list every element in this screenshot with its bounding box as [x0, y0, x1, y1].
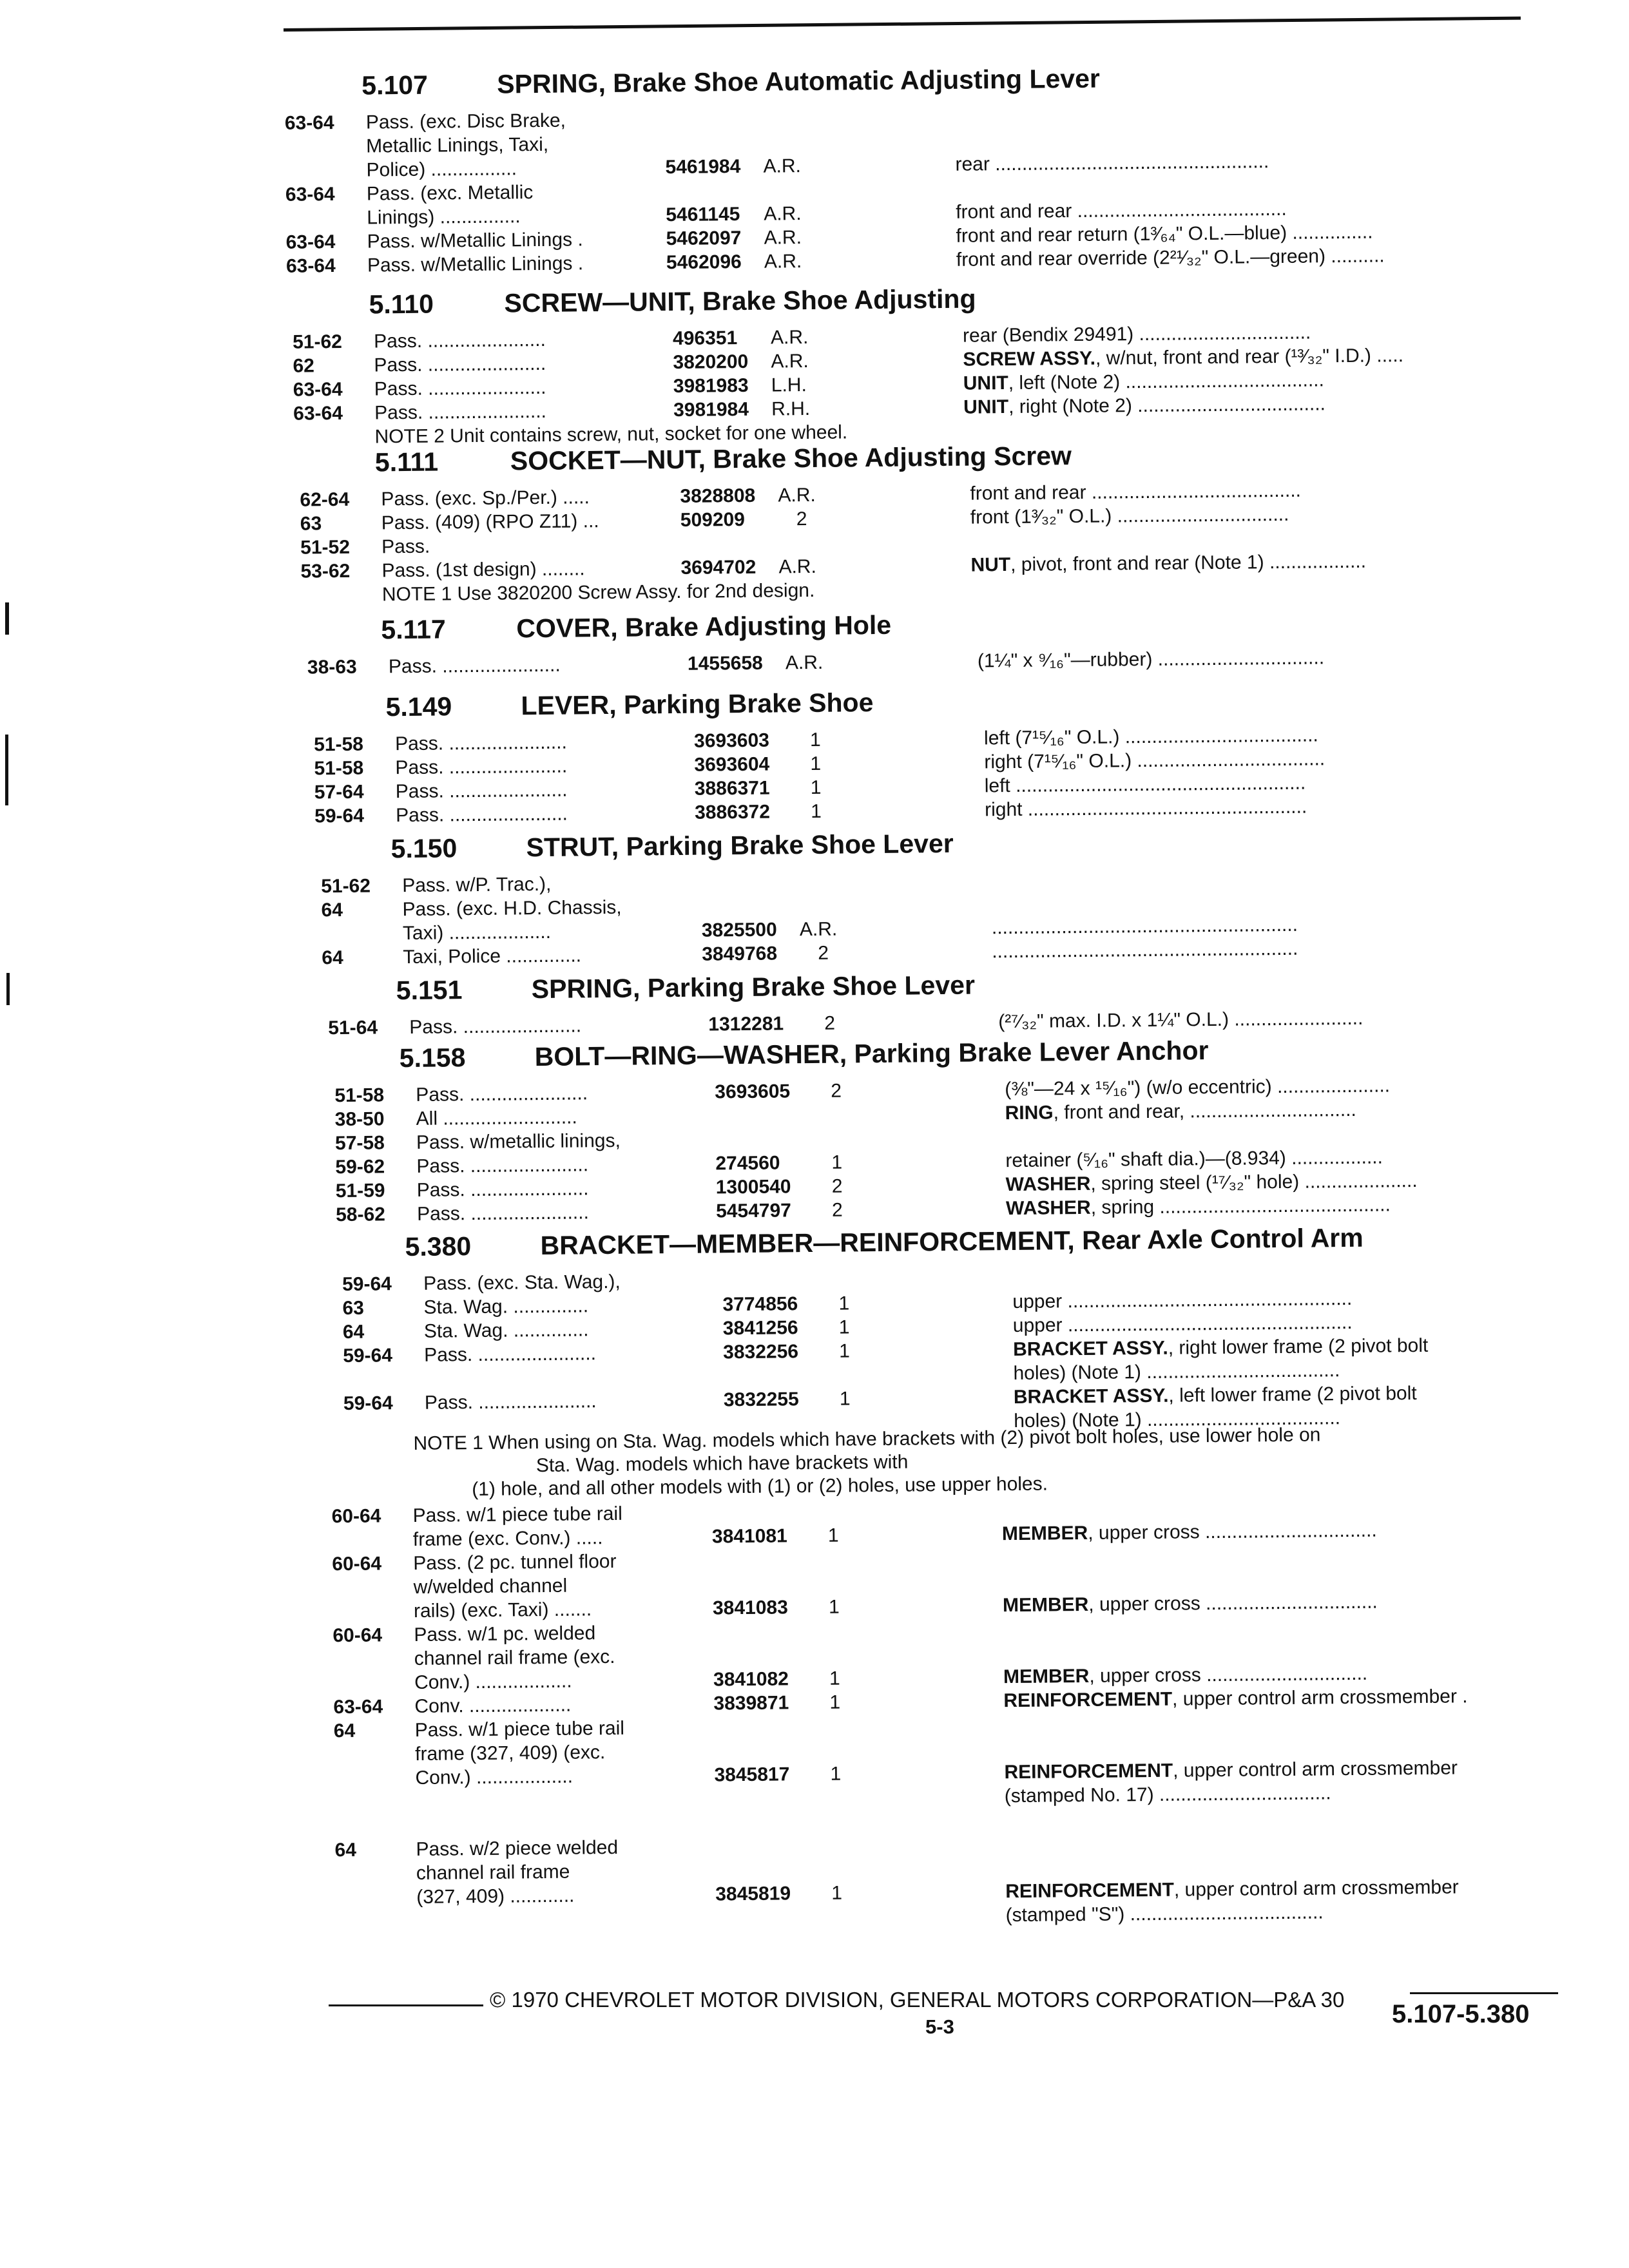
description-text: , right (Note 2) ................................... — [1008, 393, 1326, 418]
quantity: 1 — [831, 1151, 843, 1173]
application: Pass. (exc. Metallic — [366, 182, 534, 205]
part-description — [963, 345, 1403, 371]
section-note: NOTE 2 Unit contains screw, nut, socket for one wheel. — [374, 421, 848, 448]
part-number: 5462097 — [666, 227, 742, 250]
application: Pass. w/P. Trac.), — [402, 873, 552, 897]
quantity: A.R. — [763, 155, 802, 177]
part-number: 3841081 — [711, 1525, 787, 1548]
application: Taxi) ................... — [402, 921, 552, 945]
description-text: , upper cross ................................ — [1088, 1591, 1378, 1615]
part-description — [984, 724, 1318, 749]
year-range: 57-64 — [314, 781, 364, 803]
section-title — [396, 970, 976, 1006]
part-description — [956, 222, 1373, 247]
application: Pass. w/1 piece tube rail — [412, 1503, 622, 1526]
part-number: 3981983 — [673, 374, 749, 397]
description-text: front (1³⁄₃₂" O.L.) ................................ — [970, 503, 1289, 528]
application: Pass. ...................... — [416, 1082, 588, 1106]
year-range: 63-64 — [285, 255, 336, 277]
part-description — [1005, 1876, 1459, 1903]
description-text: left ...................................................... — [984, 772, 1306, 797]
year-range: 64 — [342, 1321, 365, 1343]
application: Pass. ...................... — [395, 755, 568, 779]
section-heading: BOLT—RING—WASHER, Parking Brake Lever Anchor — [534, 1035, 1209, 1072]
quantity: 1 — [829, 1691, 841, 1713]
description-text: retainer (⁵⁄₁₆" shaft dia.)—(8.934) ................. — [1005, 1146, 1383, 1172]
application: Pass. ...................... — [374, 376, 546, 400]
part-number: 3774856 — [722, 1293, 798, 1316]
application: (327, 409) ............ — [416, 1885, 575, 1908]
part-description — [992, 914, 1298, 939]
application: Conv. ................... — [414, 1694, 572, 1717]
application: w/welded channel — [413, 1575, 568, 1598]
year-range: 63-64 — [284, 112, 334, 134]
part-number: 5454797 — [715, 1200, 792, 1222]
application: Pass. ...................... — [396, 803, 568, 827]
description-text: , pivot, front and rear (Note 1) .................. — [1010, 550, 1367, 575]
part-description — [1013, 1312, 1353, 1337]
application: Metallic Linings, Taxi, — [366, 133, 549, 157]
application: Pass. (exc. Sta. Wag.), — [423, 1271, 621, 1294]
application: Sta. Wag. .............. — [423, 1295, 589, 1318]
footer-copyright: © 1970 CHEVROLET MOTOR DIVISION, GENERAL MOTORS CORPORATION—P&A 30 — [490, 1988, 1345, 2012]
part-number: 3886372 — [694, 801, 771, 823]
section-heading: SOCKET—NUT, Brake Shoe Adjusting Screw — [510, 441, 1072, 476]
year-range: 51-58 — [314, 757, 364, 780]
part-number: 3832256 — [723, 1341, 799, 1363]
part-name: MEMBER — [1001, 1522, 1088, 1545]
year-range: 60-64 — [333, 1624, 383, 1647]
application: Police) ................ — [366, 158, 517, 181]
part-name: BRACKET ASSY. — [1013, 1337, 1168, 1361]
part-number: 496351 — [672, 327, 738, 350]
part-number: 3832255 — [723, 1389, 799, 1411]
part-number: 3849768 — [702, 943, 778, 965]
year-range: 51-52 — [300, 536, 351, 559]
part-name: WASHER — [1005, 1196, 1091, 1220]
year-range: 57-58 — [334, 1132, 385, 1155]
year-range: 59-64 — [343, 1345, 393, 1367]
description-text: right (7¹⁵⁄₁₆" O.L.) ................................... — [984, 748, 1325, 773]
part-number: 3825500 — [701, 919, 777, 941]
application: Pass. ...................... — [409, 1015, 582, 1038]
quantity: 2 — [831, 1199, 843, 1221]
application: Pass. ...................... — [395, 779, 568, 803]
quantity: 2 — [831, 1080, 842, 1102]
part-description — [978, 647, 1324, 672]
part-description — [992, 938, 1298, 963]
year-range: 51-62 — [321, 875, 371, 898]
application: Pass. (exc. Sp./Per.) ..... — [381, 486, 590, 510]
section-heading: SPRING, Parking Brake Shoe Lever — [531, 970, 976, 1004]
year-range: 63-64 — [293, 378, 343, 401]
application: Pass. ...................... — [424, 1390, 597, 1414]
year-range: 51-59 — [335, 1180, 385, 1202]
part-description — [1006, 1170, 1418, 1196]
application: Pass. w/1 piece tube rail — [414, 1717, 625, 1741]
part-description — [1012, 1288, 1352, 1313]
part-name: REINFORCEMENT — [1005, 1879, 1175, 1903]
application: Linings) ............... — [367, 206, 521, 229]
year-range: 64 — [321, 899, 343, 921]
part-description — [984, 748, 1325, 773]
part-description — [1004, 1757, 1458, 1783]
section-heading: STRUT, Parking Brake Shoe Lever — [526, 828, 954, 863]
application: Pass. ...................... — [416, 1202, 589, 1225]
quantity: 1 — [810, 776, 822, 798]
description-text: rear (Bendix 29491) ................................ — [962, 322, 1311, 347]
part-description — [956, 245, 1385, 271]
part-description — [1005, 1099, 1356, 1124]
section-heading: BRACKET—MEMBER—REINFORCEMENT, Rear Axle Control Arm — [540, 1222, 1364, 1261]
description-text: , upper cross .............................. — [1089, 1662, 1368, 1687]
part-description — [998, 1008, 1363, 1033]
application: Pass. w/2 piece welded — [416, 1836, 619, 1860]
quantity: 1 — [809, 729, 821, 751]
part-number: 3693605 — [715, 1081, 791, 1103]
application: Pass. w/Metallic Linings . — [367, 253, 584, 276]
part-number: 1455658 — [687, 652, 763, 675]
year-range: 51-58 — [313, 733, 364, 756]
quantity: 1 — [828, 1596, 840, 1618]
section-heading: SPRING, Brake Shoe Automatic Adjusting Lever — [497, 63, 1101, 99]
section-note: NOTE 1 Use 3820200 Screw Assy. for 2nd design. — [381, 579, 815, 606]
part-name: REINFORCEMENT — [1003, 1688, 1173, 1712]
part-name: SCREW ASSY. — [963, 347, 1096, 370]
part-description — [1005, 1782, 1331, 1807]
section-note: NOTE 1 When using on Sta. Wag. models which have brackets with (2) pivot bolt holes, use lower hole on — [413, 1424, 1321, 1454]
part-description — [1014, 1383, 1417, 1408]
part-number: 3845817 — [714, 1763, 790, 1786]
part-description — [955, 151, 1269, 176]
part-description — [1003, 1663, 1367, 1688]
quantity: 1 — [839, 1340, 851, 1362]
part-name: UNIT — [963, 396, 1009, 418]
year-range: 53-62 — [300, 560, 351, 582]
section-note: (1) hole, and all other models with (1) or (2) holes, use upper holes. — [472, 1473, 1048, 1501]
year-range: 63-64 — [333, 1696, 383, 1718]
quantity: A.R. — [764, 203, 802, 225]
section-number: 5.107 — [361, 70, 429, 101]
description-text: , left lower frame (2 pivot bolt — [1168, 1382, 1417, 1407]
application: All ......................... — [416, 1106, 577, 1129]
description-text: holes) (Note 1) .................................... — [1014, 1407, 1341, 1432]
section-title — [381, 610, 891, 646]
section-title — [400, 1035, 1209, 1073]
part-description — [970, 480, 1301, 505]
section-heading: COVER, Brake Adjusting Hole — [516, 610, 892, 644]
application: Pass. w/1 pc. welded — [414, 1622, 596, 1646]
part-name: UNIT — [963, 372, 1008, 394]
description-text: front and rear ....................................... — [970, 479, 1302, 505]
quantity: 1 — [830, 1763, 842, 1785]
description-text: upper ..................................................... — [1012, 1287, 1353, 1313]
year-range: 60-64 — [331, 1505, 381, 1528]
year-range: 63-64 — [293, 402, 343, 425]
part-number: 3839871 — [713, 1692, 789, 1715]
application: rails) (exc. Taxi) ....... — [413, 1599, 592, 1622]
quantity: 1 — [839, 1388, 851, 1410]
description-text: front and rear ....................................... — [956, 198, 1287, 223]
year-range: 62-64 — [300, 488, 350, 511]
part-description — [985, 773, 1306, 798]
section-number: 5.380 — [405, 1231, 472, 1262]
application: Conv.) .................. — [414, 1670, 572, 1693]
part-number: 1312281 — [708, 1013, 784, 1035]
application: Pass. (1st design) ........ — [381, 558, 585, 582]
part-description — [963, 393, 1325, 418]
section-title — [361, 64, 1100, 101]
section-title — [369, 284, 976, 320]
description-text: rear ................................................... — [955, 151, 1269, 175]
description-text: , left (Note 2) ..................................... — [1008, 369, 1325, 394]
application: Pass. ...................... — [374, 400, 547, 424]
part-number: 5461984 — [665, 155, 741, 178]
quantity: 1 — [827, 1524, 839, 1546]
application: Pass. (2 pc. tunnel floor — [413, 1550, 617, 1574]
section-heading: SCREW—UNIT, Brake Shoe Adjusting — [504, 284, 976, 318]
quantity: 2 — [818, 942, 829, 964]
application: Pass. ...................... — [374, 352, 546, 376]
part-description — [1003, 1591, 1378, 1617]
application: Pass. (409) (RPO Z11) ... — [381, 510, 599, 534]
quantity: A.R. — [771, 350, 809, 372]
footer-section-range: 5.107-5.380 — [1392, 2000, 1530, 2028]
year-range: 64 — [322, 947, 343, 969]
description-text: (stamped "S") .................................... — [1005, 1901, 1324, 1927]
year-range: 59-64 — [342, 1273, 392, 1295]
year-range: 60-64 — [332, 1553, 382, 1575]
part-description — [985, 796, 1307, 822]
quantity: A.R. — [764, 227, 802, 249]
application: frame (exc. Conv.) ..... — [412, 1527, 603, 1550]
application: frame (327, 409) (exc. — [415, 1742, 606, 1765]
part-name: BRACKET ASSY. — [1013, 1385, 1169, 1408]
description-text: holes) (Note 1) .................................... — [1013, 1360, 1340, 1385]
quantity: A.R. — [778, 484, 816, 506]
part-description — [956, 198, 1287, 224]
application: channel rail frame — [416, 1861, 570, 1884]
section-number: 5.151 — [396, 975, 463, 1006]
section-number: 5.110 — [369, 289, 434, 320]
part-number: 3845819 — [715, 1883, 791, 1905]
part-name: WASHER — [1005, 1173, 1091, 1196]
quantity: A.R. — [785, 651, 824, 674]
application: Pass. ...................... — [416, 1178, 589, 1201]
year-range: 59-64 — [343, 1392, 393, 1414]
application: Pass. ...................... — [388, 654, 561, 678]
quantity: 1 — [829, 1667, 840, 1689]
year-range: 51-62 — [292, 331, 343, 353]
quantity: 2 — [824, 1012, 836, 1034]
part-description — [1005, 1146, 1383, 1172]
year-range: 38-63 — [307, 656, 357, 678]
section-note: Sta. Wag. models which have brackets with — [535, 1451, 909, 1477]
quantity: A.R. — [778, 555, 817, 578]
description-text: ......................................................... — [991, 914, 1298, 939]
part-name: MEMBER — [1003, 1665, 1090, 1688]
part-number: 3886371 — [694, 777, 770, 800]
part-number: 3694702 — [680, 556, 757, 579]
application: Pass. — [381, 535, 430, 558]
quantity: A.R. — [770, 326, 809, 349]
quantity: 2 — [796, 508, 807, 530]
quantity: A.R. — [764, 251, 802, 273]
section-title — [390, 829, 953, 864]
quantity: L.H. — [771, 374, 807, 396]
part-number: 3841083 — [712, 1597, 788, 1619]
description-text: (1¼" x ⁹⁄₁₆"—rubber) ............................... — [977, 647, 1325, 672]
description-text: , upper control arm crossmember — [1173, 1876, 1459, 1901]
part-description — [1013, 1335, 1428, 1361]
part-name: MEMBER — [1002, 1593, 1089, 1617]
description-text: , upper control arm crossmember . — [1171, 1686, 1468, 1710]
application: Pass. w/metallic linings, — [416, 1129, 621, 1153]
part-number: 3693604 — [694, 753, 770, 776]
part-number: 3841256 — [722, 1317, 798, 1340]
quantity: 2 — [831, 1175, 843, 1197]
year-range: 63 — [342, 1297, 365, 1319]
part-number: 3693603 — [693, 729, 770, 752]
section-number: 5.117 — [381, 614, 446, 645]
part-description — [1005, 1075, 1390, 1100]
quantity: 1 — [810, 753, 822, 774]
part-number: 1300540 — [715, 1176, 791, 1198]
description-text: , w/nut, front and rear (¹³⁄₃₂" I.D.) ..... — [1095, 345, 1404, 369]
application: channel rail frame (exc. — [414, 1646, 615, 1669]
section-title — [375, 441, 1072, 477]
footer-rule-left — [329, 2004, 483, 2006]
footer-page-number: 5-3 — [925, 2015, 954, 2038]
description-text: front and rear override (2²¹⁄₃₂" O.L.—green) .......... — [956, 245, 1385, 271]
quantity: 1 — [831, 1882, 843, 1904]
part-description — [970, 504, 1289, 529]
part-number: 3841082 — [713, 1668, 789, 1691]
part-name: NUT — [970, 553, 1011, 576]
application: Conv.) .................. — [415, 1765, 574, 1789]
part-name: RING — [1005, 1102, 1054, 1124]
description-text: right .................................................... — [984, 796, 1307, 821]
application: Pass. (exc. Disc Brake, — [365, 110, 566, 133]
section-title — [385, 687, 873, 722]
application: Pass. ...................... — [373, 329, 546, 352]
year-range: 38-50 — [334, 1108, 385, 1131]
part-description — [1013, 1360, 1340, 1385]
part-number: 3820200 — [673, 351, 749, 373]
footer-rule-right — [1410, 1992, 1558, 1994]
part-description — [1006, 1194, 1391, 1220]
part-name: REINFORCEMENT — [1004, 1760, 1173, 1783]
part-description — [1002, 1520, 1377, 1546]
section-number: 5.149 — [385, 691, 452, 722]
section-number: 5.158 — [399, 1043, 466, 1073]
description-text: , right lower frame (2 pivot bolt — [1168, 1334, 1429, 1359]
part-number: 509209 — [680, 508, 746, 531]
description-text: , spring steel (¹⁷⁄₃₂" hole) ..................... — [1090, 1169, 1418, 1195]
description-text: , upper control arm crossmember — [1172, 1757, 1458, 1782]
year-range: 64 — [333, 1720, 356, 1742]
year-range: 51-64 — [328, 1017, 378, 1039]
application: Taxi, Police .............. — [403, 945, 582, 968]
description-text: , spring ........................................... — [1090, 1194, 1391, 1218]
quantity: 1 — [838, 1316, 850, 1338]
application: Pass. ...................... — [416, 1154, 589, 1177]
quantity: R.H. — [771, 398, 811, 420]
application: Sta. Wag. .............. — [423, 1319, 589, 1342]
section-title — [405, 1223, 1364, 1262]
year-range: 62 — [293, 355, 315, 377]
application: Pass. (exc. H.D. Chassis, — [402, 896, 622, 921]
section-heading: LEVER, Parking Brake Shoe — [521, 687, 874, 721]
year-range: 59-64 — [314, 805, 365, 827]
application: Pass. ...................... — [394, 731, 567, 755]
part-description — [963, 322, 1311, 347]
part-description — [963, 369, 1324, 394]
application: Pass. w/Metallic Linings . — [367, 229, 583, 253]
part-number: 3981984 — [673, 398, 749, 421]
year-range: 63-64 — [285, 231, 336, 253]
description-text: (⅜"—24 x ¹⁵⁄₁₆") (w/o eccentric) ..................... — [1005, 1075, 1391, 1100]
description-text: (stamped No. 17) ................................ — [1004, 1782, 1331, 1807]
year-range: 58-62 — [335, 1204, 386, 1226]
description-text: , front and rear, ............................... — [1053, 1099, 1356, 1124]
quantity: 1 — [810, 800, 822, 822]
section-number: 5.150 — [390, 833, 458, 864]
part-number: 3828808 — [680, 485, 756, 507]
description-text: , upper cross ................................ — [1088, 1519, 1377, 1544]
description-text: upper ..................................................... — [1012, 1311, 1353, 1337]
description-text: front and rear return (1³⁄₆₄" O.L.—blue) ............... — [956, 221, 1373, 247]
part-description — [1003, 1686, 1467, 1712]
year-range: 63-64 — [285, 184, 335, 206]
year-range: 63 — [300, 513, 322, 535]
section-number: 5.111 — [374, 447, 439, 477]
year-range: 59-62 — [335, 1156, 385, 1178]
part-number: 274560 — [715, 1152, 780, 1175]
year-range: 51-58 — [334, 1084, 385, 1107]
quantity: A.R. — [799, 918, 838, 941]
description-text: (²⁷⁄₃₂" max. I.D. x 1¼" O.L.) ........................ — [998, 1007, 1364, 1033]
quantity: 1 — [838, 1293, 850, 1314]
part-description — [1005, 1901, 1323, 1927]
description-text: left (7¹⁵⁄₁₆" O.L.) .................................... — [983, 724, 1318, 749]
part-description — [970, 551, 1366, 577]
part-number: 5462096 — [666, 251, 742, 274]
description-text: ......................................................... — [992, 937, 1298, 963]
part-number: 5461145 — [666, 203, 740, 226]
year-range: 64 — [334, 1839, 357, 1861]
application: Pass. ...................... — [424, 1343, 597, 1366]
